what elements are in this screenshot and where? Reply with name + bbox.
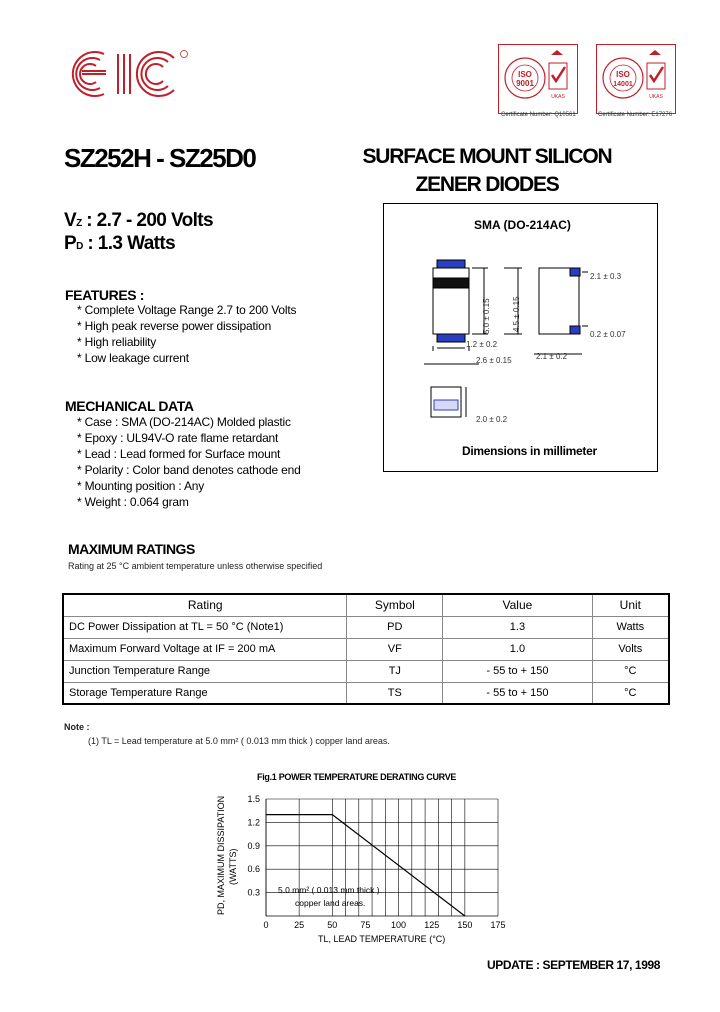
- table-row: [63, 660, 669, 682]
- derating-chart: [200, 785, 520, 950]
- eic-logo: [64, 48, 194, 100]
- mechanical-data-heading: MECHANICAL DATA: [65, 398, 194, 414]
- col-header-unit: Unit: [592, 594, 669, 616]
- y-tick-label: 1.5: [247, 794, 260, 804]
- dim-width: 2.6 ± 0.15: [476, 356, 512, 365]
- y-tick-label: 0.6: [247, 864, 260, 875]
- value-cell: 1.0: [443, 638, 592, 660]
- table-row: [63, 616, 669, 638]
- svg-text:9001: 9001: [516, 79, 534, 88]
- chart-annotation-line2: copper land areas.: [295, 898, 366, 908]
- table-row: [63, 682, 669, 704]
- iso14001-certificate-badge: [596, 44, 676, 114]
- unit-cell: °C: [592, 682, 669, 704]
- x-tick-label: 50: [327, 920, 338, 930]
- value-cell: 1.3: [443, 616, 592, 638]
- dim-side-height: 2.1 ± 0.2: [536, 352, 568, 361]
- mechanical-item: * Case : SMA (DO-214AC) Molded plastic: [77, 415, 291, 429]
- feature-item: * High peak reverse power dissipation: [77, 319, 272, 333]
- y-axis-label-line2: (WATTS): [228, 848, 238, 885]
- max-ratings-table: [62, 593, 670, 705]
- feature-item: * Low leakage current: [77, 351, 189, 365]
- unit-cell: °C: [592, 660, 669, 682]
- features-heading: FEATURES :: [65, 287, 144, 303]
- figure-title: Fig.1 POWER TEMPERATURE DERATING CURVE: [257, 772, 457, 782]
- power-dissipation-spec: PD : 1.3 Watts: [64, 233, 176, 254]
- x-tick-label: 150: [457, 920, 473, 930]
- value-cell: - 55 to + 150: [443, 660, 592, 682]
- table-row: [63, 638, 669, 660]
- x-tick-label: 0: [263, 920, 269, 930]
- x-tick-label: 175: [490, 920, 506, 930]
- table-header-row: [63, 594, 669, 616]
- dimensions-note: Dimensions in millimeter: [462, 444, 597, 458]
- update-date: UPDATE : SEPTEMBER 17, 1998: [487, 958, 661, 972]
- zener-voltage-spec: VZ : 2.7 - 200 Volts: [64, 210, 213, 231]
- part-number-range: SZ252H - SZ25D0: [64, 143, 256, 173]
- dim-pad-width: 2.0 ± 0.2: [476, 415, 508, 424]
- y-tick-label: 1.2: [247, 817, 260, 828]
- col-header-rating: Rating: [63, 594, 347, 616]
- dim-lead-thickness: 0.2 ± 0.07: [590, 330, 626, 339]
- x-tick-label: 100: [391, 920, 407, 930]
- mechanical-item: * Mounting position : Any: [77, 479, 205, 493]
- mechanical-item: * Polarity : Color band denotes cathode end: [77, 463, 301, 477]
- x-tick-label: 25: [294, 920, 305, 930]
- mechanical-item: * Epoxy : UL94V-O rate flame retardant: [77, 431, 279, 445]
- note-text: (1) TL = Lead temperature at 5.0 mm² ( 0.013 mm thick ) copper land areas.: [88, 736, 390, 746]
- iso9001-certificate-number: Certificate Number: Q10561: [501, 112, 576, 118]
- y-axis-label-line1: PD, MAXIMUM DISSIPATION: [216, 795, 226, 915]
- dim-lead-length: 1.2 ± 0.2: [466, 340, 498, 349]
- symbol-cell: TS: [347, 682, 443, 704]
- value-cell: - 55 to + 150: [443, 682, 592, 704]
- mechanical-item: * Lead : Lead formed for Surface mount: [77, 447, 281, 461]
- feature-item: * Complete Voltage Range 2.7 to 200 Volts: [77, 303, 297, 317]
- x-axis-label: TL, LEAD TEMPERATURE (°C): [318, 934, 446, 944]
- dim-body-length: 4.5 ± 0.15: [512, 296, 521, 332]
- y-tick-label: 0.9: [247, 840, 260, 851]
- product-title-line1: SURFACE MOUNT SILICON: [362, 145, 612, 168]
- max-ratings-heading: MAXIMUM RATINGS: [68, 541, 195, 557]
- svg-text:14001: 14001: [613, 81, 633, 88]
- rating-cell: Storage Temperature Range: [63, 682, 347, 704]
- svg-text:UKAS: UKAS: [649, 94, 663, 100]
- svg-text:ISO: ISO: [518, 70, 532, 79]
- rating-cell: Maximum Forward Voltage at IF = 200 mA: [63, 638, 347, 660]
- symbol-cell: PD: [347, 616, 443, 638]
- y-tick-label: 0.3: [247, 887, 260, 898]
- symbol-cell: TJ: [347, 660, 443, 682]
- feature-item: * High reliability: [77, 335, 157, 349]
- x-tick-label: 75: [360, 920, 371, 930]
- iso14001-certificate-number: Certificate Number: E17276: [598, 112, 673, 118]
- package-outline-diagram: [383, 203, 658, 472]
- iso9001-certificate-badge: [498, 44, 578, 114]
- mechanical-item: * Weight : 0.064 gram: [77, 495, 189, 509]
- chart-annotation-line1: 5.0 mm² ( 0.013 mm thick ): [278, 885, 380, 895]
- svg-text:UKAS: UKAS: [551, 94, 565, 100]
- x-tick-label: 125: [424, 920, 440, 930]
- unit-cell: Volts: [592, 638, 669, 660]
- dim-height: 2.1 ± 0.3: [590, 272, 622, 281]
- rating-cell: DC Power Dissipation at TL = 50 °C (Note1): [63, 616, 347, 638]
- package-title: SMA (DO-214AC): [474, 218, 571, 232]
- max-ratings-condition: Rating at 25 °C ambient temperature unless otherwise specified: [68, 561, 323, 571]
- symbol-cell: VF: [347, 638, 443, 660]
- rating-cell: Junction Temperature Range: [63, 660, 347, 682]
- svg-text:ISO: ISO: [616, 70, 630, 79]
- dim-length: 5.0 ± 0.15: [482, 298, 491, 334]
- product-title-line2: ZENER DIODES: [415, 173, 559, 196]
- col-header-value: Value: [443, 594, 592, 616]
- col-header-symbol: Symbol: [347, 594, 443, 616]
- unit-cell: Watts: [592, 616, 669, 638]
- note-label: Note :: [64, 722, 90, 732]
